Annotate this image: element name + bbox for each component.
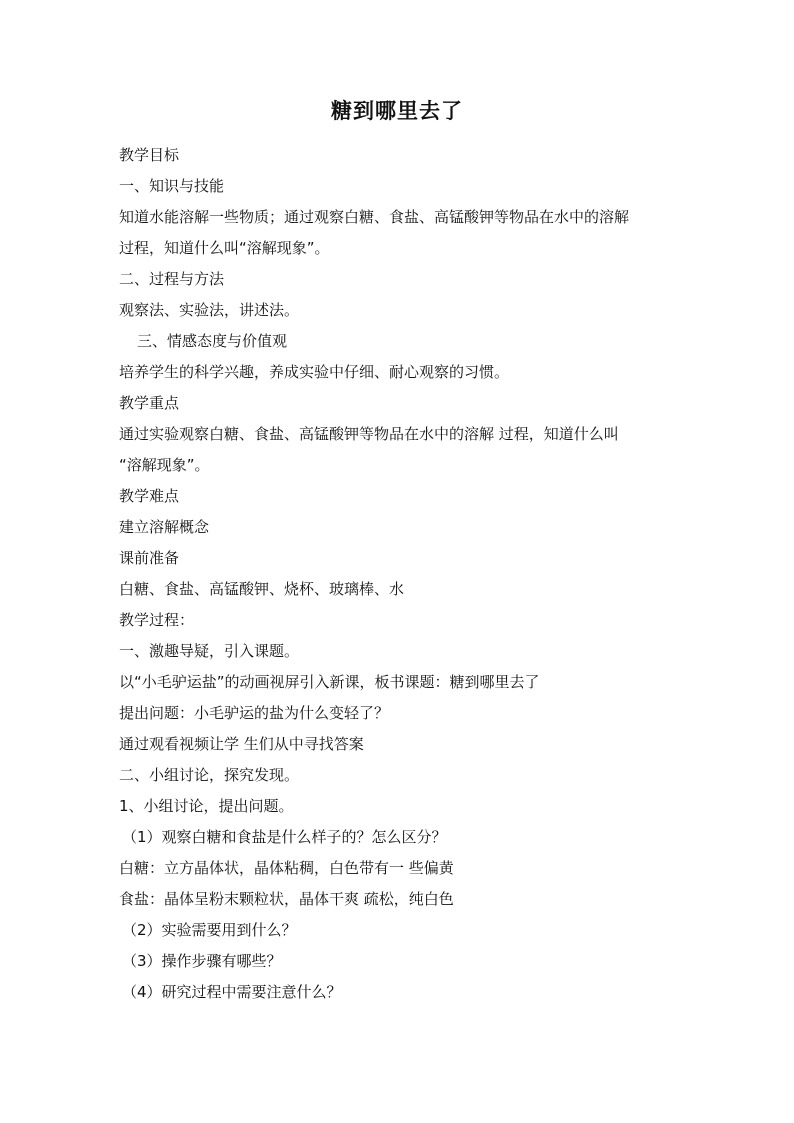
paragraph-line: 知道水能溶解一些物质；通过观察白糖、食盐、高锰酸钾等物品在水中的溶解 — [119, 208, 630, 226]
heading-teaching-goals: 教学目标 — [119, 146, 180, 164]
heading-difficult-points: 教学难点 — [119, 487, 180, 505]
heading-key-points: 教学重点 — [119, 394, 180, 412]
question-item: （3）操作步骤有哪些？ — [122, 952, 282, 970]
paragraph-line: 白糖：立方晶体状，晶体粘稠，白色带有一 些偏黄 — [119, 859, 454, 877]
paragraph-line: 培养学生的科学兴趣，养成实验中仔细、耐心观察的习惯。 — [119, 363, 510, 381]
question-item: （2）实验需要用到什么？ — [122, 921, 297, 939]
paragraph-line: 建立溶解概念 — [119, 518, 210, 536]
document-title: 糖到哪里去了 — [331, 98, 463, 123]
paragraph-line: “溶解现象”。 — [119, 456, 210, 474]
paragraph-line: 以“小毛驴运盐”的动画视屏引入新课，板书课题：糖到哪里去了 — [119, 673, 540, 691]
paragraph-line: 白糖、食盐、高锰酸钾、烧杯、玻璃棒、水 — [119, 580, 405, 598]
section-heading: 二、小组讨论，探究发现。 — [119, 766, 300, 784]
paragraph-line: 通过实验观察白糖、食盐、高锰酸钾等物品在水中的溶解 过程，知道什么叫 — [119, 425, 619, 443]
heading-teaching-process: 教学过程： — [119, 611, 195, 629]
section-heading: 一、激趣导疑，引入课题。 — [119, 642, 300, 660]
heading-emotion-values: 三、情感态度与价值观 — [137, 332, 288, 350]
paragraph-line: 1、小组讨论，提出问题。 — [119, 797, 294, 815]
paragraph-line: 过程，知道什么叫“溶解现象”。 — [119, 239, 330, 257]
heading-preparation: 课前准备 — [119, 549, 180, 567]
paragraph-line: 通过观看视频让学 生们从中寻找答案 — [119, 735, 364, 753]
paragraph-line: 食盐：晶体呈粉末颗粒状，晶体干爽 疏松，纯白色 — [119, 890, 454, 908]
paragraph-line: 提出问题：小毛驴运的盐为什么变轻了？ — [119, 704, 390, 722]
question-item: （4）研究过程中需要注意什么？ — [122, 983, 342, 1001]
question-item: （1）观察白糖和食盐是什么样子的？怎么区分？ — [122, 828, 447, 846]
heading-knowledge-skills: 一、知识与技能 — [119, 177, 225, 195]
heading-process-methods: 二、过程与方法 — [119, 270, 225, 288]
paragraph-line: 观察法、实验法，讲述法。 — [119, 301, 300, 319]
